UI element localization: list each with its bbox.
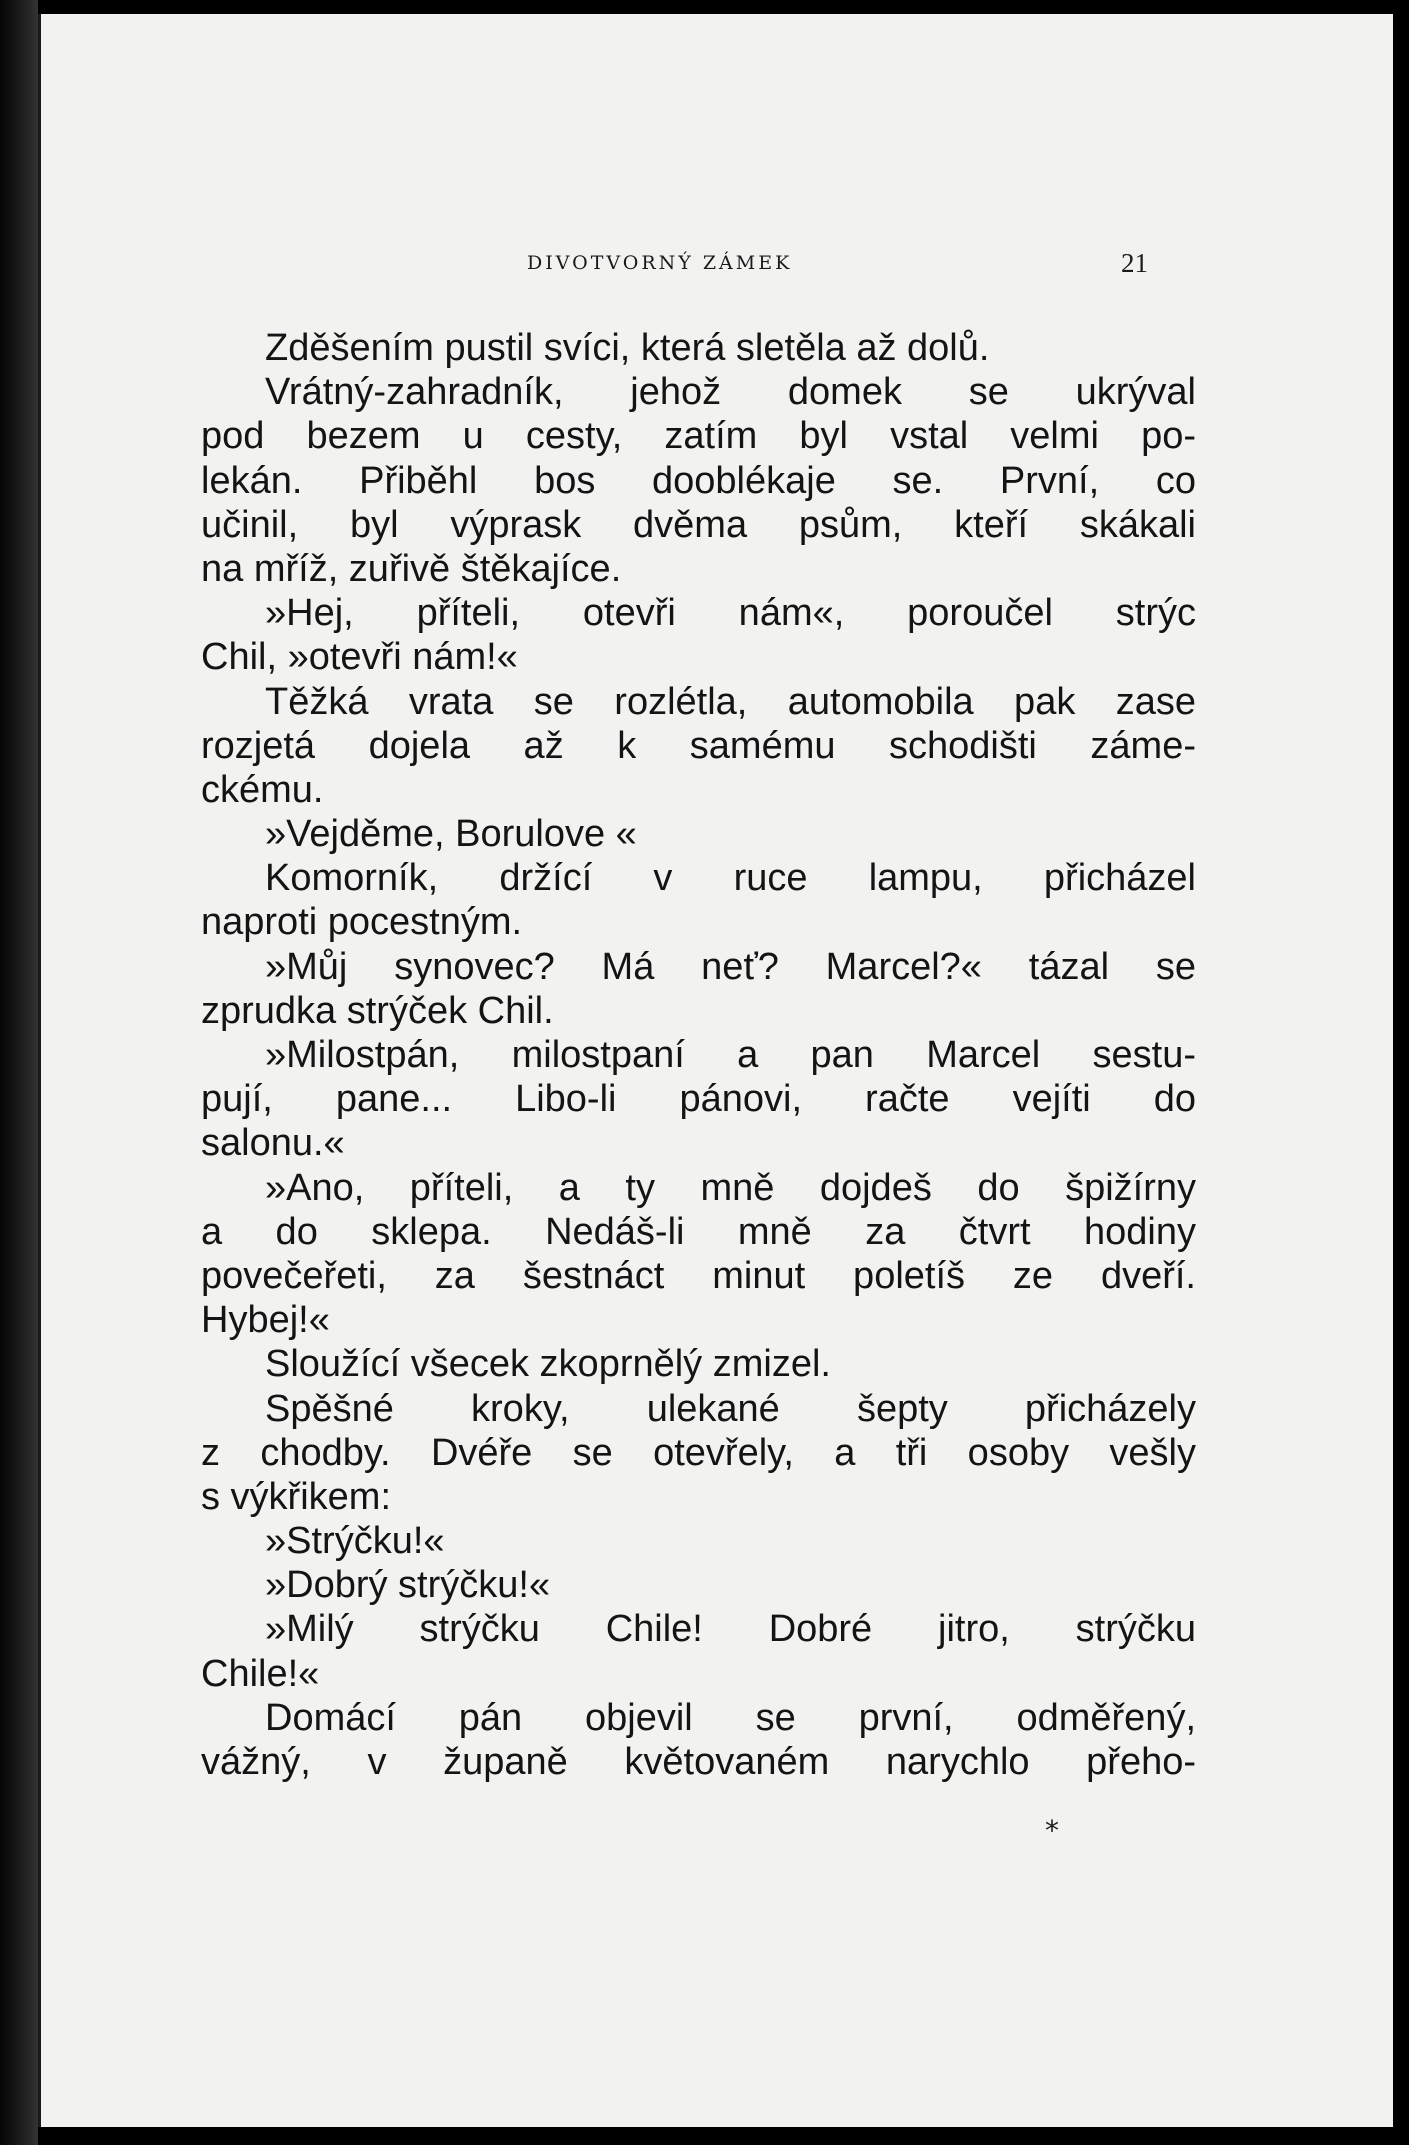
text-line: Komorník, držící v ruce lampu, přicházel xyxy=(265,857,1196,900)
text-line: »Milostpán, milostpaní a pan Marcel sestu- xyxy=(265,1034,1196,1076)
text-line: rozjetá dojela až k samému schodišti záme- xyxy=(201,724,1196,767)
text-line: »Strýčku!« xyxy=(265,1520,445,1563)
text-line: Chil, »otevři nám!« xyxy=(201,636,518,679)
text-line: Těžká vrata se rozlétla, automobila pak zase xyxy=(265,680,1196,723)
text-line: z chodby. Dvéře se otevřely, a tři osoby vešly xyxy=(201,1431,1196,1474)
text-line: »Hej, příteli, otevři nám«, poroučel strýc xyxy=(265,592,1196,635)
text-line: »Můj synovec? Má neť? Marcel?« tázal se xyxy=(265,945,1196,988)
text-line: Vrátný-zahradník, jehož domek se ukrýval xyxy=(265,371,1196,414)
text-line: »Milý strýčku Chile! Dobré jitro, strýčku xyxy=(265,1608,1196,1651)
text-line: Zděšením pustil svíci, která sletěla až dolů. xyxy=(265,327,990,369)
text-line: lekán. Přiběhl bos dooblékaje se. První, co xyxy=(201,459,1196,502)
text-line: učinil, byl výprask dvěma psům, kteří skákali xyxy=(201,503,1196,546)
text-line: a do sklepa. Nedáš-li mně za čtvrt hodiny xyxy=(201,1210,1196,1253)
text-line: na mříž, zuřivě štěkajíce. xyxy=(201,547,622,590)
book-spine-shadow xyxy=(0,0,38,2145)
signature-mark: * xyxy=(1045,1814,1059,1847)
running-head: DIVOTVORNÝ ZÁMEK xyxy=(527,252,793,274)
text-line: ckému. xyxy=(201,768,324,811)
page-header xyxy=(41,248,1393,282)
text-line: zprudka strýček Chil. xyxy=(201,989,554,1032)
text-line: salonu.« xyxy=(201,1122,345,1165)
page-number: 21 xyxy=(1121,248,1148,278)
text-line: pují, pane... Libo-li pánovi, račte vejíti do xyxy=(201,1078,1196,1121)
book-page xyxy=(38,14,1393,2127)
text-line: pod bezem u cesty, zatím byl vstal velmi po- xyxy=(201,415,1196,458)
text-line: Chile!« xyxy=(201,1652,320,1695)
text-line: naproti pocestným. xyxy=(201,901,523,944)
text-line: »Ano, příteli, a ty mně dojdeš do špižírny xyxy=(265,1166,1196,1209)
text-line: vážný, v županě květovaném narychlo přeho- xyxy=(201,1741,1196,1783)
text-line: Domácí pán objevil se první, odměřený, xyxy=(265,1696,1196,1739)
text-line: s výkřikem: xyxy=(201,1475,391,1518)
body-text xyxy=(201,326,1196,1784)
text-line: povečeřeti, za šestnáct minut poletíš ze dveří. xyxy=(201,1254,1196,1297)
text-line: Sloužící všecek zkoprnělý zmizel. xyxy=(265,1343,831,1386)
text-line: Hybej!« xyxy=(201,1299,330,1342)
text-line: Spěšné kroky, ulekané šepty přicházely xyxy=(265,1387,1196,1430)
text-line: »Dobrý strýčku!« xyxy=(265,1564,551,1607)
text-line: »Vejděme, Borulove « xyxy=(265,813,637,856)
